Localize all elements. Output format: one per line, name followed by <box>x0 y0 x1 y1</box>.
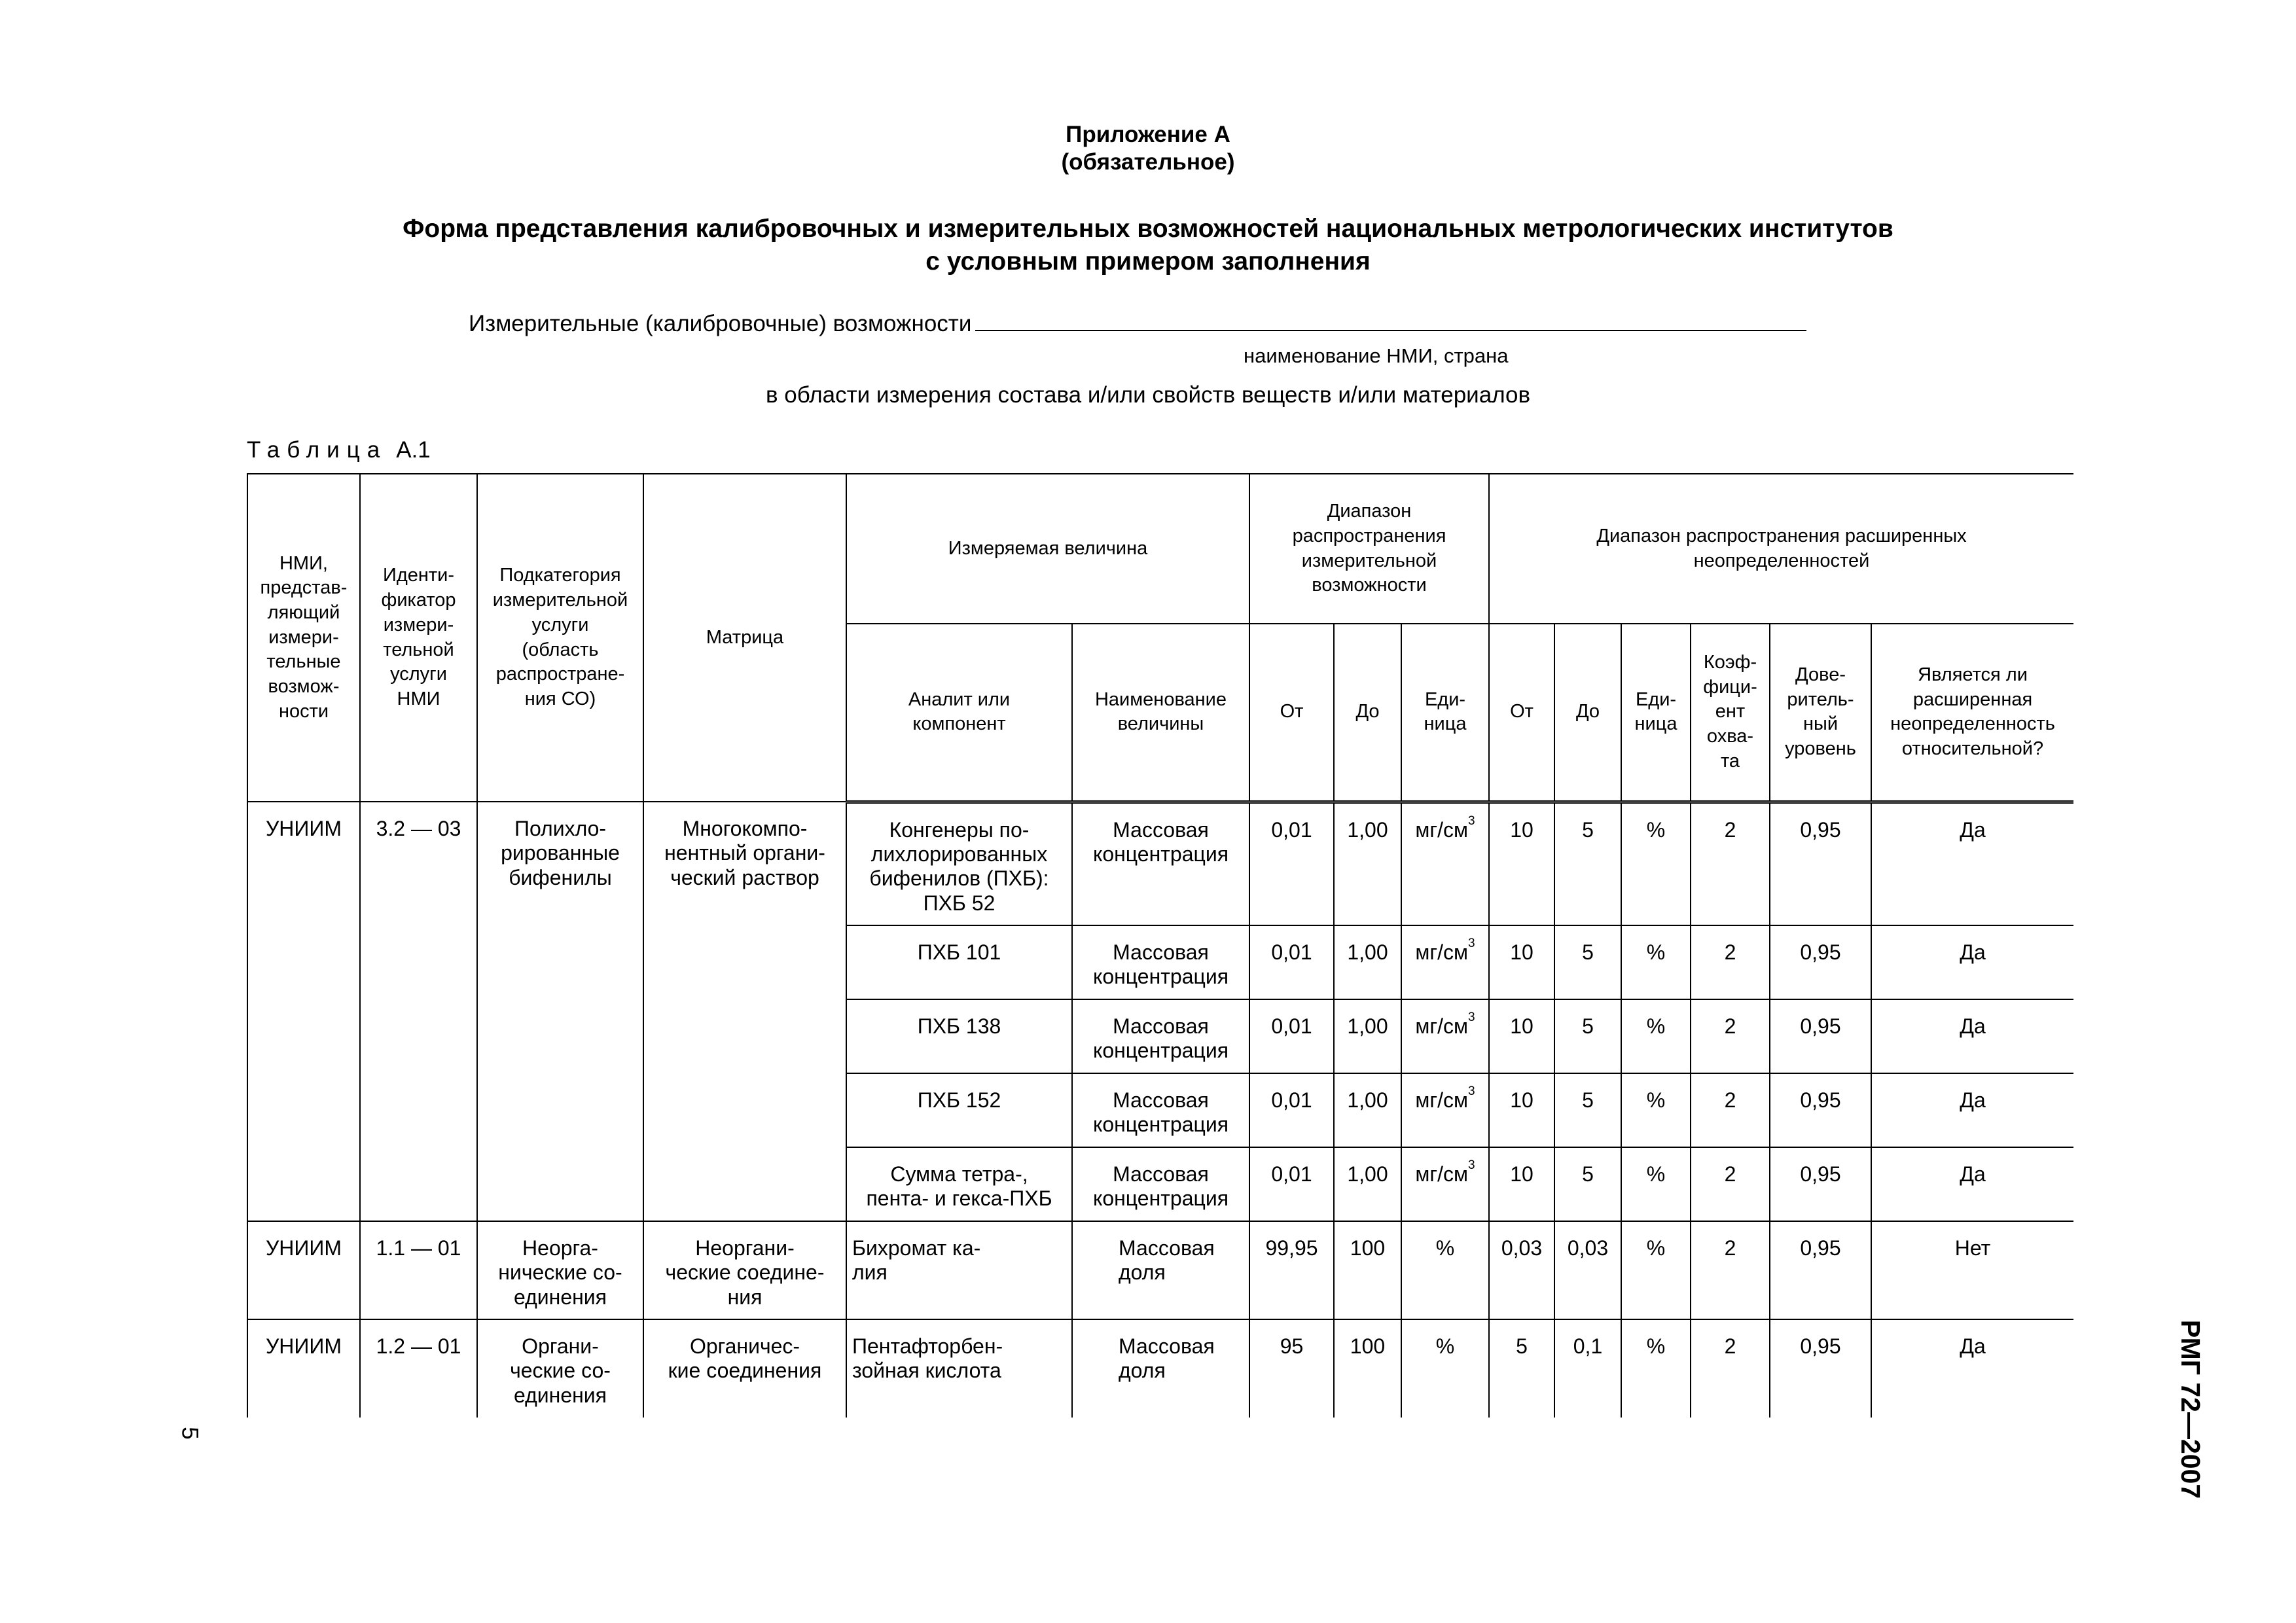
area-text: в области измерения состава и/или свойств веществ и/или материалов <box>765 382 1531 408</box>
header-coverage-factor: Коэф- фици- ент охва- та <box>1691 624 1770 802</box>
cell-matrix: Органичес- кие соединения <box>643 1319 846 1418</box>
cell-relative: Да <box>1871 999 2073 1073</box>
document-code-side-label: РМГ 72—2007 <box>2176 1319 2206 1499</box>
cell-subcategory: Органи- ческие со- единения <box>477 1319 643 1418</box>
cell-analyte: ПХБ 152 <box>846 1073 1072 1147</box>
header-relative: Является ли расширенная неопределенность относительной? <box>1871 624 2073 802</box>
cell-coverage-factor: 2 <box>1691 1147 1770 1221</box>
cell-confidence: 0,95 <box>1770 925 1871 999</box>
cell-analyte: ПХБ 138 <box>846 999 1072 1073</box>
table-row <box>247 1221 2073 1319</box>
header-analyte: Аналит или компонент <box>846 624 1072 802</box>
cell-from: 95 <box>1249 1319 1334 1418</box>
cell-unc-unit: % <box>1621 999 1691 1073</box>
cell-subcategory: Неорга- нические со- единения <box>477 1221 643 1319</box>
cell-to: 100 <box>1334 1221 1401 1319</box>
cell-unit: $мг/см^3$ <box>1401 999 1489 1073</box>
capabilities-blank <box>975 310 1806 331</box>
cell-subcategory: Полихло- рированные бифенилы <box>477 802 643 1221</box>
annex-status: (обязательное) <box>1061 149 1235 175</box>
cell-relative: Да <box>1871 802 2073 925</box>
cell-unc-unit: % <box>1621 1147 1691 1221</box>
cell-quantity: Массовая концентрация <box>1072 999 1249 1073</box>
cell-unc-to: 5 <box>1554 1147 1621 1221</box>
capabilities-label: Измерительные (калибровочные) возможности <box>469 311 972 336</box>
cell-identifier: 1.2 — 01 <box>360 1319 477 1418</box>
cell-confidence: 0,95 <box>1770 999 1871 1073</box>
header-from: От <box>1249 624 1334 802</box>
cell-nmi: УНИИМ <box>247 1221 360 1319</box>
cell-unc-to: 5 <box>1554 802 1621 925</box>
cell-quantity: Массовая концентрация <box>1072 802 1249 925</box>
header-unit: Еди- ница <box>1401 624 1489 802</box>
cell-unit: $мг/см^3$ <box>1401 1147 1489 1221</box>
cell-unc-to: 5 <box>1554 999 1621 1073</box>
cell-to: 1,00 <box>1334 925 1401 999</box>
cell-confidence: 0,95 <box>1770 802 1871 925</box>
cell-unc-from: 0,03 <box>1489 1221 1554 1319</box>
cell-unc-to: 5 <box>1554 1073 1621 1147</box>
cell-unc-from: 10 <box>1489 1073 1554 1147</box>
header-unc-from: От <box>1489 624 1554 802</box>
cell-confidence: 0,95 <box>1770 1147 1871 1221</box>
header-uncertainty-range: Диапазон распространения расширенных неопределенностей <box>1489 474 2073 624</box>
cell-unc-to: 0,03 <box>1554 1221 1621 1319</box>
document-title-line2: с условным примером заполнения <box>925 247 1371 276</box>
cell-from: 0,01 <box>1249 999 1334 1073</box>
cell-unc-unit: % <box>1621 1319 1691 1418</box>
header-matrix: Матрица <box>643 474 846 802</box>
cell-unit: % <box>1401 1221 1489 1319</box>
cell-from: 0,01 <box>1249 925 1334 999</box>
cell-matrix: Многокомпо- нентный органи- ческий раствор <box>643 802 846 1221</box>
cell-to: 100 <box>1334 1319 1401 1418</box>
header-nmi: НМИ, представ- ляющий измери- тельные возмож- ности <box>247 474 360 802</box>
cell-relative: Да <box>1871 1073 2073 1147</box>
cell-identifier: 3.2 — 03 <box>360 802 477 1221</box>
cell-unc-unit: % <box>1621 925 1691 999</box>
cell-unc-to: 0,1 <box>1554 1319 1621 1418</box>
cell-quantity: Массовая доля <box>1072 1221 1249 1319</box>
cell-analyte: Сумма тетра-, пента- и гекса-ПХБ <box>846 1147 1072 1221</box>
cell-quantity: Массовая концентрация <box>1072 1073 1249 1147</box>
header-range: Диапазон распространения измерительной возможности <box>1249 474 1489 624</box>
capabilities-table <box>247 473 2073 1418</box>
cell-quantity: Массовая концентрация <box>1072 925 1249 999</box>
cell-unit: $мг/см^3$ <box>1401 802 1489 925</box>
cell-analyte: ПХБ 101 <box>846 925 1072 999</box>
cell-relative: Да <box>1871 925 2073 999</box>
cell-analyte: Конгенеры по- лихлорированных бифенилов (ПХБ): ПХБ 52 <box>846 802 1072 925</box>
header-subcategory: Подкатегория измерительной услуги (область распростране- ния СО) <box>477 474 643 802</box>
table-row <box>247 1319 2073 1418</box>
cell-to: 1,00 <box>1334 1073 1401 1147</box>
annex-title: Приложение А <box>1066 122 1230 147</box>
cell-coverage-factor: 2 <box>1691 1221 1770 1319</box>
cell-unc-from: 10 <box>1489 925 1554 999</box>
cell-unc-unit: % <box>1621 802 1691 925</box>
table-number: А.1 <box>396 437 431 463</box>
cell-unc-from: 5 <box>1489 1319 1554 1418</box>
cell-relative: Да <box>1871 1319 2073 1418</box>
cell-unit: $мг/см^3$ <box>1401 1073 1489 1147</box>
cell-coverage-factor: 2 <box>1691 1073 1770 1147</box>
header-unc-unit: Еди- ница <box>1621 624 1691 802</box>
cell-to: 1,00 <box>1334 802 1401 925</box>
cell-from: 0,01 <box>1249 1147 1334 1221</box>
table-label <box>247 437 431 463</box>
cell-unc-from: 10 <box>1489 1147 1554 1221</box>
cell-to: 1,00 <box>1334 1147 1401 1221</box>
cell-confidence: 0,95 <box>1770 1221 1871 1319</box>
cell-unc-from: 10 <box>1489 999 1554 1073</box>
table-row <box>247 802 2073 925</box>
cell-confidence: 0,95 <box>1770 1073 1871 1147</box>
cell-from: 0,01 <box>1249 1073 1334 1147</box>
header-measurand: Измеряемая величина <box>846 474 1249 624</box>
header-to: До <box>1334 624 1401 802</box>
cell-confidence: 0,95 <box>1770 1319 1871 1418</box>
cell-coverage-factor: 2 <box>1691 999 1770 1073</box>
capabilities-line <box>469 310 1806 337</box>
cell-from: 0,01 <box>1249 802 1334 925</box>
cell-analyte: Пентафторбен- зойная кислота <box>846 1319 1072 1418</box>
cell-relative: Нет <box>1871 1221 2073 1319</box>
document-title-line1: Форма представления калибровочных и измерительных возможностей национальных метрологических институтов <box>403 215 1893 243</box>
cell-coverage-factor: 2 <box>1691 1319 1770 1418</box>
cell-unit: $мг/см^3$ <box>1401 925 1489 999</box>
cell-coverage-factor: 2 <box>1691 802 1770 925</box>
header-unc-to: До <box>1554 624 1621 802</box>
cell-matrix: Неоргани- ческие соедине- ния <box>643 1221 846 1319</box>
cell-unc-from: 10 <box>1489 802 1554 925</box>
cell-nmi: УНИИМ <box>247 802 360 1221</box>
cell-unc-unit: % <box>1621 1221 1691 1319</box>
table-label-word: Таблица <box>247 437 387 463</box>
header-confidence-level: Дове- ритель- ный уровень <box>1770 624 1871 802</box>
header-quantity-name: Наименование величины <box>1072 624 1249 802</box>
cell-to: 1,00 <box>1334 999 1401 1073</box>
header-identifier: Иденти- фикатор измери- тельной услуги НМИ <box>360 474 477 802</box>
cell-relative: Да <box>1871 1147 2073 1221</box>
cell-coverage-factor: 2 <box>1691 925 1770 999</box>
cell-unc-to: 5 <box>1554 925 1621 999</box>
capabilities-hint: наименование НМИ, страна <box>1244 344 1509 367</box>
cell-nmi: УНИИМ <box>247 1319 360 1418</box>
cell-quantity: Массовая концентрация <box>1072 1147 1249 1221</box>
cell-analyte: Бихромат ка- лия <box>846 1221 1072 1319</box>
page-number: 5 <box>177 1427 203 1440</box>
cell-identifier: 1.1 — 01 <box>360 1221 477 1319</box>
cell-unit: % <box>1401 1319 1489 1418</box>
cell-from: 99,95 <box>1249 1221 1334 1319</box>
cell-quantity: Массовая доля <box>1072 1319 1249 1418</box>
cell-unc-unit: % <box>1621 1073 1691 1147</box>
